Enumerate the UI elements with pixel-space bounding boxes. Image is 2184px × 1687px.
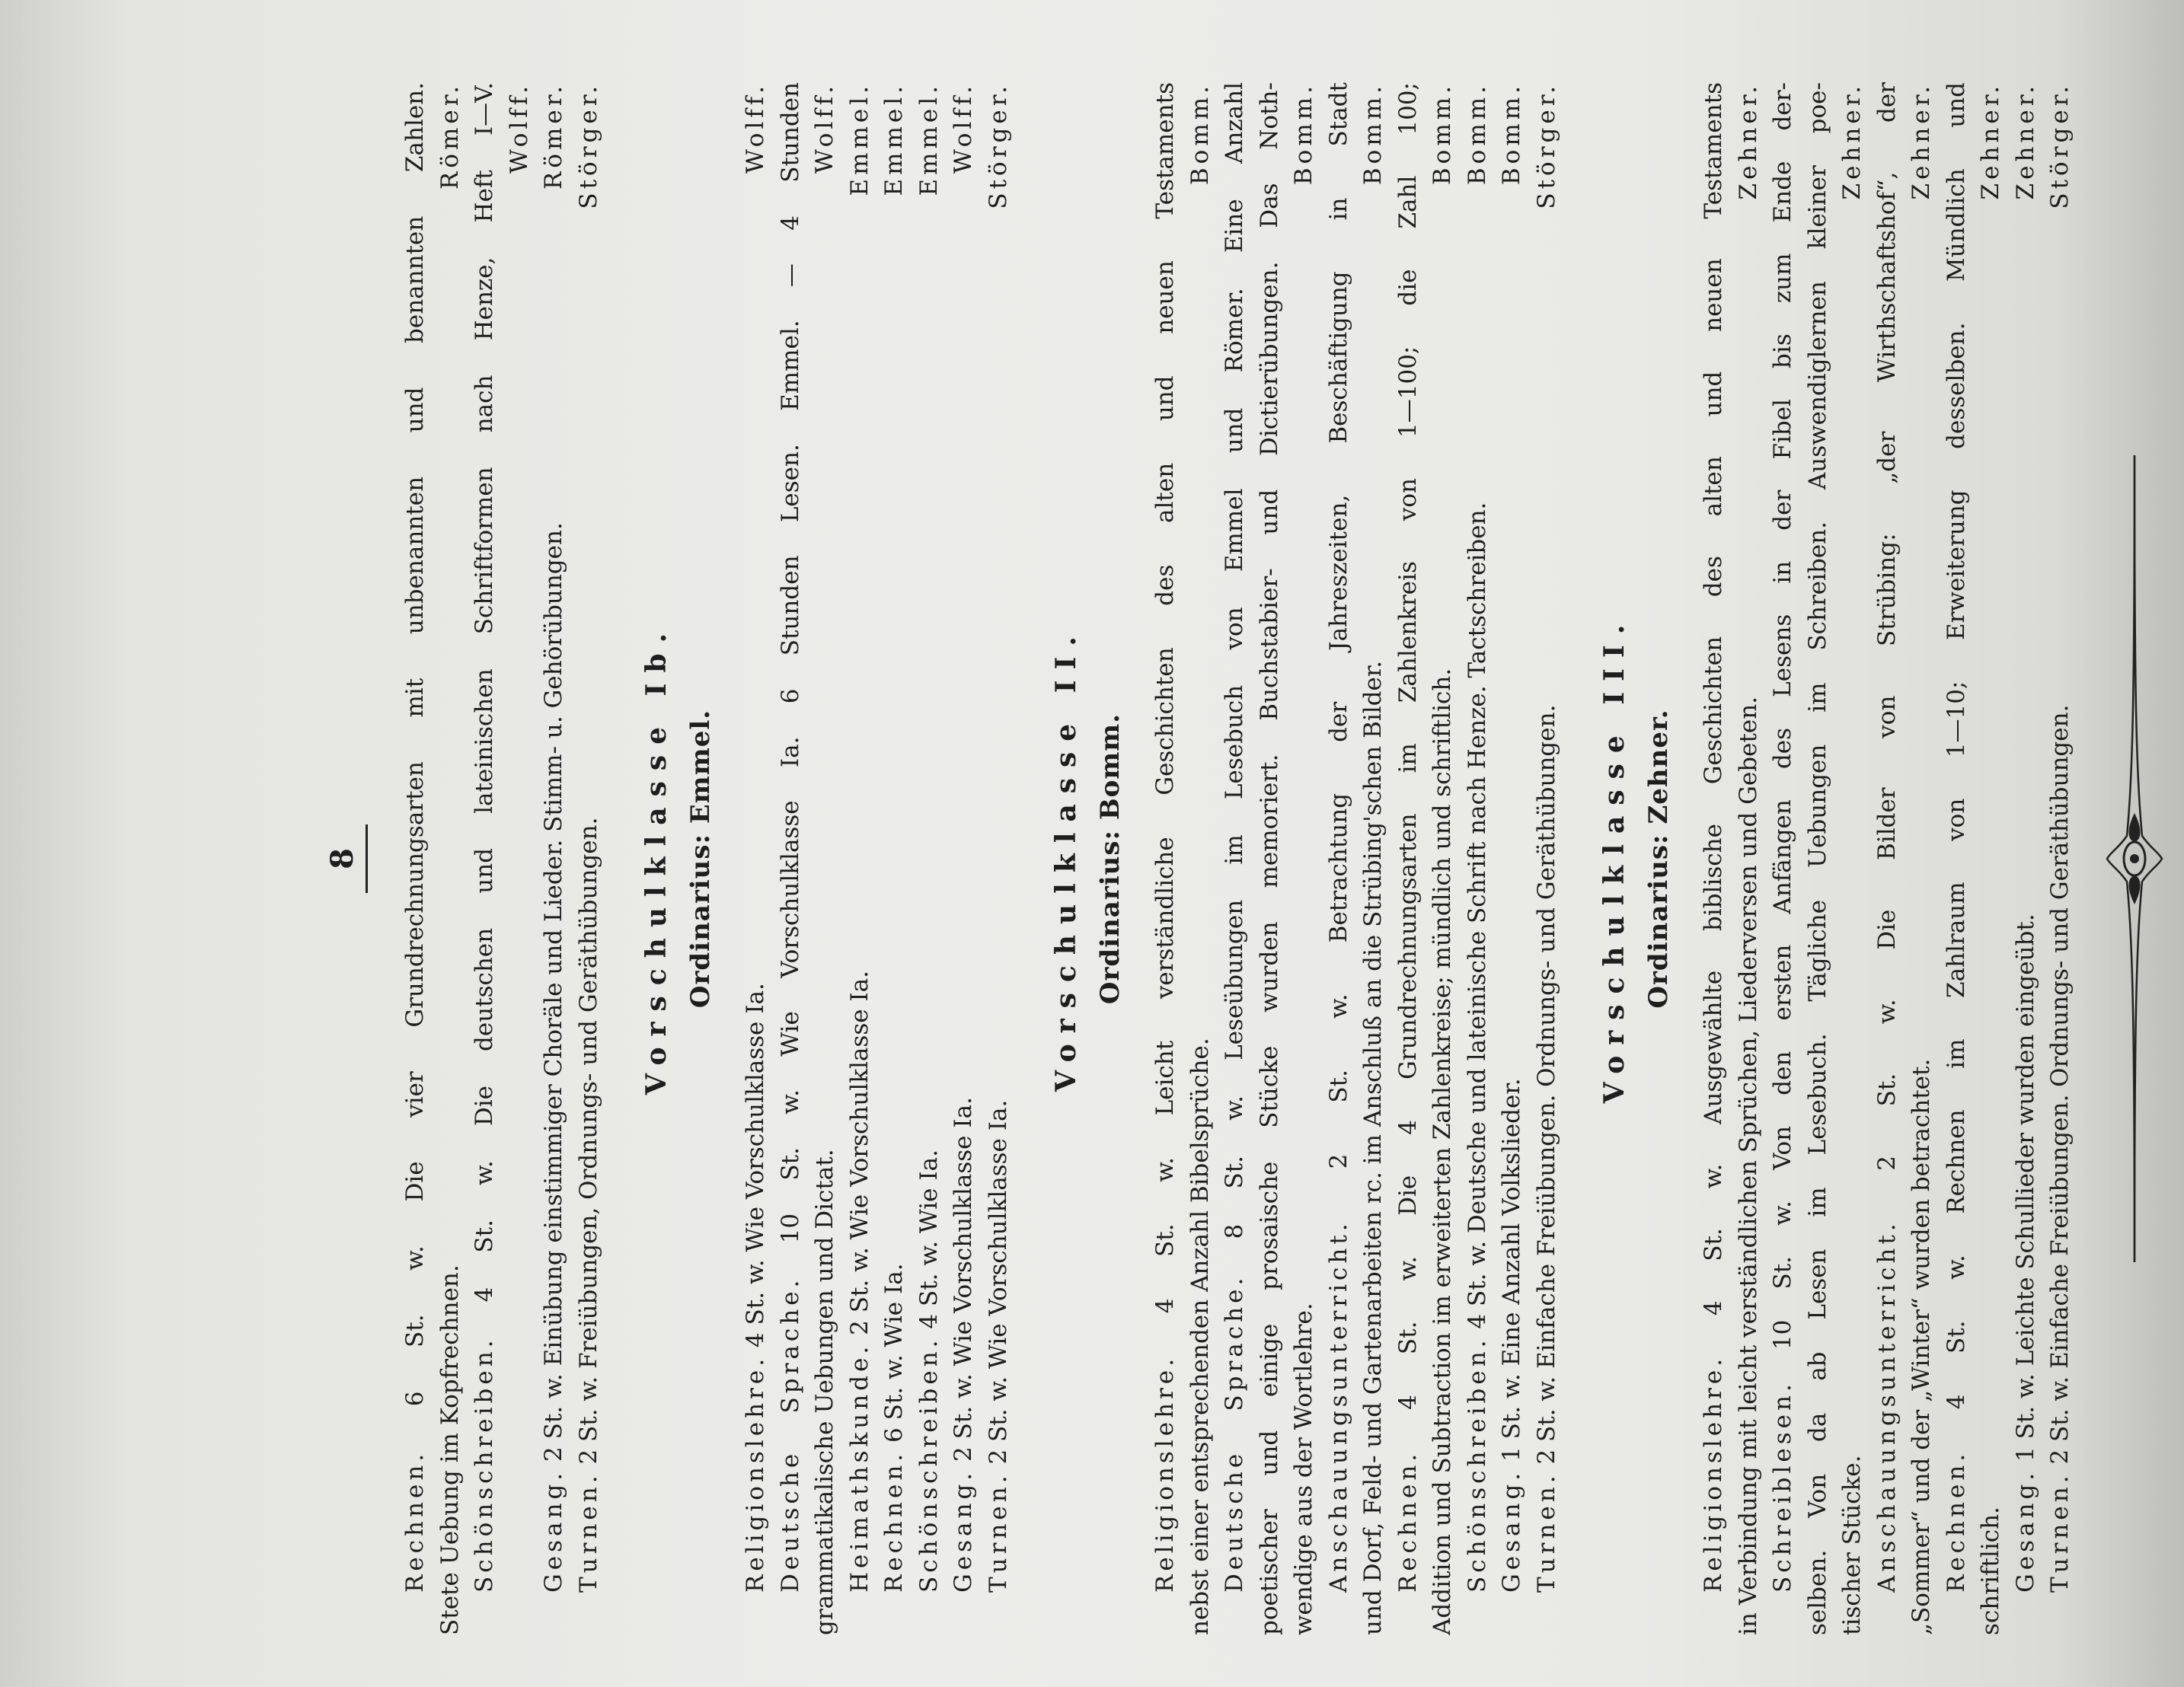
subject-label: Rechnen. xyxy=(401,1449,429,1593)
teacher-name: Wolff. xyxy=(505,82,533,174)
teacher-name: Römer. xyxy=(540,82,567,190)
page-number: 8 xyxy=(324,848,360,869)
text-line xyxy=(1835,82,1870,1635)
text-line xyxy=(1697,82,1732,1635)
text-line xyxy=(1461,82,1496,1635)
ordinarius-line: Ordinarius: Zehner. xyxy=(1643,709,1674,1009)
teacher-name: Zehner. xyxy=(1838,82,1866,200)
line-text: 4 St. w. Deutsche und lateinische Schrift nach Henze. Tactschreiben. xyxy=(1463,502,1491,1337)
text-line xyxy=(1870,82,1905,1635)
teacher-name: Wolff. xyxy=(950,82,977,174)
text-line xyxy=(1801,82,1836,1635)
line-text: wendige aus der Wortlehre. xyxy=(1290,1303,1317,1635)
line-text: 2 St. w. Einfache Freiübungen. Ordnungs- und Geräthübungen. xyxy=(2046,704,2074,1472)
line-text: 4 St. w. Wie Ia. xyxy=(915,1150,943,1337)
text-line xyxy=(1530,82,1565,1635)
teacher-name: Bomm. xyxy=(1498,82,1525,186)
subject-label: Schönschreiben. xyxy=(471,1336,498,1593)
teacher-name: Wolff. xyxy=(742,82,769,174)
line-text: in Verbindung mit leicht verständlichen Sprüchen, Liederversen und Gebeten. xyxy=(1734,696,1762,1635)
teacher-name: Wolff. xyxy=(811,82,838,174)
teacher-name: Bomm. xyxy=(1429,82,1456,186)
line-text: „Sommer“ und der „Winter“ wurden betrachtet. xyxy=(1908,1058,1935,1635)
line-text: grammatikalische Uebungen und Dictat. xyxy=(811,1149,838,1635)
line-text: 4 St. w. Rechnen im Zahlraum von 1—10; Erweiterung desselben. Mündlich und xyxy=(1942,82,1970,1450)
text-line xyxy=(947,82,982,1635)
text-line xyxy=(1766,82,1801,1635)
subject-label: Gesang. xyxy=(2011,1469,2039,1593)
subject-label: Deutsche Sprache. xyxy=(1221,1274,1248,1593)
subject-label: Schönschreiben. xyxy=(1463,1336,1491,1593)
subject-label: Anschauungsunterricht. xyxy=(1873,1220,1901,1593)
line-text: 2 St. w. Wie Vorschulklasse Ia. xyxy=(845,970,873,1343)
text-line xyxy=(1253,82,1288,1635)
line-text: 4 St. w. Die deutschen und lateinischen Schriftformen nach Henze, Heft I—V. xyxy=(471,82,498,1337)
subject-label: Religionslehre. xyxy=(1700,1354,1727,1593)
rotated-sheet xyxy=(315,82,2184,1635)
ordinarius-line: Ordinarius: Bomm. xyxy=(1095,713,1126,1005)
teacher-name: Bomm. xyxy=(1463,82,1491,186)
text-line xyxy=(1940,82,1975,1635)
line-text: poetischer und einige prosaische Stücke wurden memoriert. Buchstabier- und Dictierübungen. Das Noth- xyxy=(1255,82,1283,1635)
line-text: 8 St. w. Leseübungen im Lesebuch von Emmel und Römer. Eine Anzahl xyxy=(1221,82,1248,1274)
section-heading: Vorschulklasse III. xyxy=(1598,614,1630,1104)
subject-label: Schreiblesen. xyxy=(1769,1380,1796,1593)
subject-label: Gesang. xyxy=(1498,1469,1525,1593)
text-line xyxy=(1905,82,1940,1635)
line-text: 2 St. w. Die Bilder von Strübing: „der Wirthschaftshof“, der xyxy=(1873,82,1901,1220)
subject-label: Religionslehre. xyxy=(742,1354,769,1593)
text-line xyxy=(1426,82,1461,1635)
teacher-name: Bomm. xyxy=(1359,82,1387,186)
teacher-name: Störger. xyxy=(574,82,602,209)
text-line xyxy=(572,82,607,1635)
subject-label: Gesang. xyxy=(540,1469,567,1593)
section-heading: Vorschulklasse Ib. xyxy=(640,622,672,1095)
line-text: 4 St. w. Wie Vorschulklasse Ia. xyxy=(742,983,769,1355)
text-line xyxy=(912,82,947,1635)
line-text: Addition und Subtraction im erweiterten Zahlenkreise; mündlich und schriftlich. xyxy=(1429,668,1456,1635)
line-text: 2 St. w. Einübung einstimmiger Choräle und Lieder. Stimm- u. Gehörübungen. xyxy=(540,522,567,1469)
teacher-name: Emmel. xyxy=(845,82,873,196)
subject-label: Gesang. xyxy=(950,1469,977,1593)
line-text: und Dorf, Feld- und Gartenarbeiten rc. im Anschluß an die Strübing'schen Bilder. xyxy=(1359,660,1387,1635)
text-line xyxy=(398,82,433,1635)
line-text: 1 St. w. Eine Anzahl Volkslieder. xyxy=(1498,1078,1525,1469)
section-heading: Vorschulklasse II. xyxy=(1050,626,1082,1092)
subject-label: Rechnen. xyxy=(880,1449,908,1593)
page-column xyxy=(315,82,2165,1635)
teacher-name: Zehner. xyxy=(1734,82,1762,200)
text-line xyxy=(1287,82,1322,1635)
line-text: Stete Uebung im Kopfrechnen. xyxy=(436,1264,464,1635)
text-line xyxy=(877,82,912,1635)
line-text: 4 St. w. Ausgewählte biblische Geschichten des alten und neuen Testaments xyxy=(1700,82,1727,1355)
line-text: 1 St. w. Leichte Schullieder wurden eingeübt. xyxy=(2011,914,2039,1469)
text-line xyxy=(2043,82,2078,1635)
text-line xyxy=(843,82,878,1635)
text-line xyxy=(433,82,468,1635)
line-text: 2 St. w. Einfache Freiübungen. Ordnungs- und Geräthübungen. xyxy=(1532,704,1560,1472)
teacher-name: Bomm. xyxy=(1290,82,1317,186)
end-ornament xyxy=(2104,455,2165,1262)
line-text: 10 St. w. Wie Vorschulklasse Ia. 6 Stunden Lesen. Emmel. — 4 Stunden xyxy=(776,82,804,1277)
text-line xyxy=(1148,82,1183,1635)
top-block xyxy=(398,82,606,1635)
subject-label: Schönschreiben. xyxy=(915,1336,943,1593)
sections xyxy=(638,82,2078,1635)
line-text: 2 St. w. Wie Vorschulklasse Ia. xyxy=(950,1097,977,1469)
subject-label: Rechnen. xyxy=(1394,1449,1422,1593)
teacher-name: Zehner. xyxy=(2011,82,2039,200)
line-text: 2 St. w. Freiübungen, Ordnungs- und Geräthübungen. xyxy=(574,817,602,1472)
text-line xyxy=(503,82,538,1635)
line-text: schriftlich. xyxy=(1977,1507,2004,1635)
subject-label: Rechnen. xyxy=(1942,1449,1970,1593)
text-line xyxy=(1495,82,1530,1635)
text-line xyxy=(982,82,1017,1635)
subject-label: Turnen. xyxy=(984,1472,1012,1593)
text-line xyxy=(1218,82,1253,1635)
text-line xyxy=(1974,82,2009,1635)
line-text: 4 St. w. Die 4 Grundrechnungsarten im Zahlenkreis von 1—100; die Zahl 100; xyxy=(1394,82,1422,1450)
teacher-name: Emmel. xyxy=(880,82,908,196)
teacher-name: Störger. xyxy=(2046,82,2074,209)
text-line xyxy=(739,82,774,1635)
line-text: 10 St. w. Von den ersten Anfängen des Lesens in der Fibel bis zum Ende der- xyxy=(1769,82,1796,1381)
subject-label: Turnen. xyxy=(574,1472,602,1593)
line-text: 4 St. w. Leicht verständliche Geschichten des alten und neuen Testaments xyxy=(1151,82,1179,1355)
text-line xyxy=(774,82,809,1635)
subject-label: Turnen. xyxy=(2046,1472,2074,1593)
teacher-name: Bomm. xyxy=(1186,82,1214,186)
teacher-name: Störger. xyxy=(984,82,1012,209)
teacher-name: Zehner. xyxy=(1908,82,1935,200)
teacher-name: Störger. xyxy=(1532,82,1560,209)
text-line xyxy=(468,82,503,1635)
line-text: 2 St. w. Wie Vorschulklasse Ia. xyxy=(984,1099,1012,1472)
subject-label: Heimathskunde. xyxy=(845,1342,873,1593)
text-line xyxy=(808,82,843,1635)
teacher-name: Römer. xyxy=(436,82,464,190)
line-text: 6 St. w. Wie Ia. xyxy=(880,1263,908,1450)
line-text: tischer Stücke. xyxy=(1838,1455,1866,1635)
text-line xyxy=(537,82,572,1635)
line-text: 2 St. w. Betrachtung der Jahreszeiten, Beschäftigung in Stadt xyxy=(1324,82,1352,1220)
text-line xyxy=(1183,82,1218,1635)
text-line xyxy=(1322,82,1357,1635)
page-number-rule xyxy=(366,824,368,893)
teacher-name: Emmel. xyxy=(915,82,943,196)
line-text: selben. Von da ab Lesen im Lesebuch. Tägliche Uebungen im Schreiben. Auswendiglernen kleiner poe- xyxy=(1803,82,1831,1635)
subject-label: Religionslehre. xyxy=(1151,1354,1179,1593)
text-line xyxy=(1732,82,1767,1635)
text-line xyxy=(2009,82,2044,1635)
subject-label: Anschauungsunterricht. xyxy=(1324,1220,1352,1593)
line-text: nebst einer entsprechenden Anzahl Bibelsprüche. xyxy=(1186,1038,1214,1635)
subject-label: Turnen. xyxy=(1532,1472,1560,1593)
text-line xyxy=(1356,82,1391,1635)
text-line xyxy=(1391,82,1426,1635)
line-text: 6 St. w. Die vier Grundrechnungsarten mit unbenannten und benannten Zahlen. xyxy=(401,82,429,1450)
subject-label: Deutsche Sprache. xyxy=(776,1276,804,1593)
teacher-name: Zehner. xyxy=(1977,82,2004,200)
ordinarius-line: Ordinarius: Emmel. xyxy=(685,709,716,1009)
